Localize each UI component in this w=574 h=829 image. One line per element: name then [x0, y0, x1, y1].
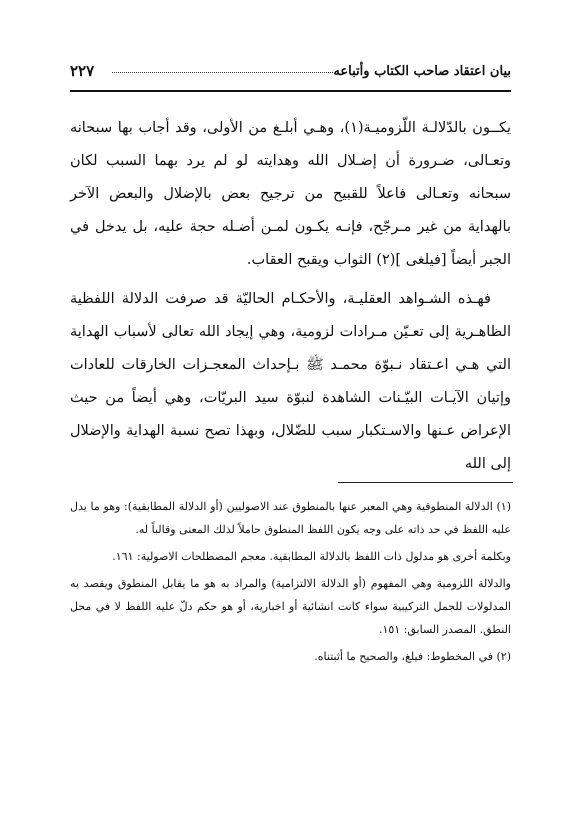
header-dot-leader: [112, 72, 333, 73]
header-rule: [70, 90, 511, 92]
footnote-1-continued: وبكلمة أخرى هو مدلول ذات اللفظ بالدلالة المطابقية. معجم المصطلحات الاصولية: ١٦١.: [112, 550, 511, 563]
header-title: بيان اعتقاد صاحب الكتاب وأتباعه: [333, 64, 511, 79]
footnotes: [70, 495, 511, 668]
page-number: ٢٢٧: [70, 62, 95, 80]
paragraph-1: يكــون بالدّلالـة اللّزوميـة(١)، وهـي أبلـغ من الأولى، وقد أجاب بها سبحانه وتعـالى، ضـرورة أن إضـلال الله وهدايته لو لم يرد بهما السبب لكان سبحانه وتعـالى فاعلاً للقبيح من ترجيح بعض بالإضلال والبعض الآخر بالهداية من غير مـرجّح، فإنـه يكـون لمـن أضـله حجة عليه، بل يدخل في الجبر أيضاً [فيلغى ](٢) الثواب ويقبح العقاب.: [70, 120, 511, 268]
footnote-separator: [338, 482, 513, 483]
paragraph-2: فهـذه الشـواهد العقليـة، والأحكـام الحاليّة قد صرفت الدلالة اللفظية الظاهـرية إلى تعـيّن مـرادات لزومية، وهي إيجاد الله تعالى لأسباب الهداية التي هـي اعـتقاد نـبوّة محمـد ﷺ بـإحداث المعجـزات الخارقات للعادات وإتيان الآيـات البيّـنات الشاهدة لنبوّة سيد البريّات، وهي أيضاً من حيث الإعراض عـنها والاسـتكبار سبب للضّلال، وبهذا تصح نسبة الهداية والإضلال إلى الله: [70, 291, 511, 472]
running-header: [70, 62, 511, 88]
footnote-1: (١) الدلالة المنطوقية وهي المعبر عنها بالمنطوق عند الاصوليين (أو الدلالة المطابقية): وهو ما يدل عليه اللفظ في حد ذاته على وجه يكون اللفظ المنطوق حاملاً لذلك المعنى وقالباً له.: [70, 500, 511, 536]
footnote-2: (٢) في المخطوط: فيلغ، والصحيح ما أثبتناه.: [314, 650, 511, 663]
footnote-1-continued: والدلالة اللزومية وهي المفهوم (أو الدلالة الالتزامية) والمراد به هو ما يقابل المنطوق ويقصد به المدلولات للجمل التركيبية سواء كانت انشائية أو اخبارية، أو هو حكم دلّ عليه اللفظ لا في محل النطق. المصدر السابق: ١٥١.: [70, 577, 511, 636]
main-text: [70, 112, 511, 481]
